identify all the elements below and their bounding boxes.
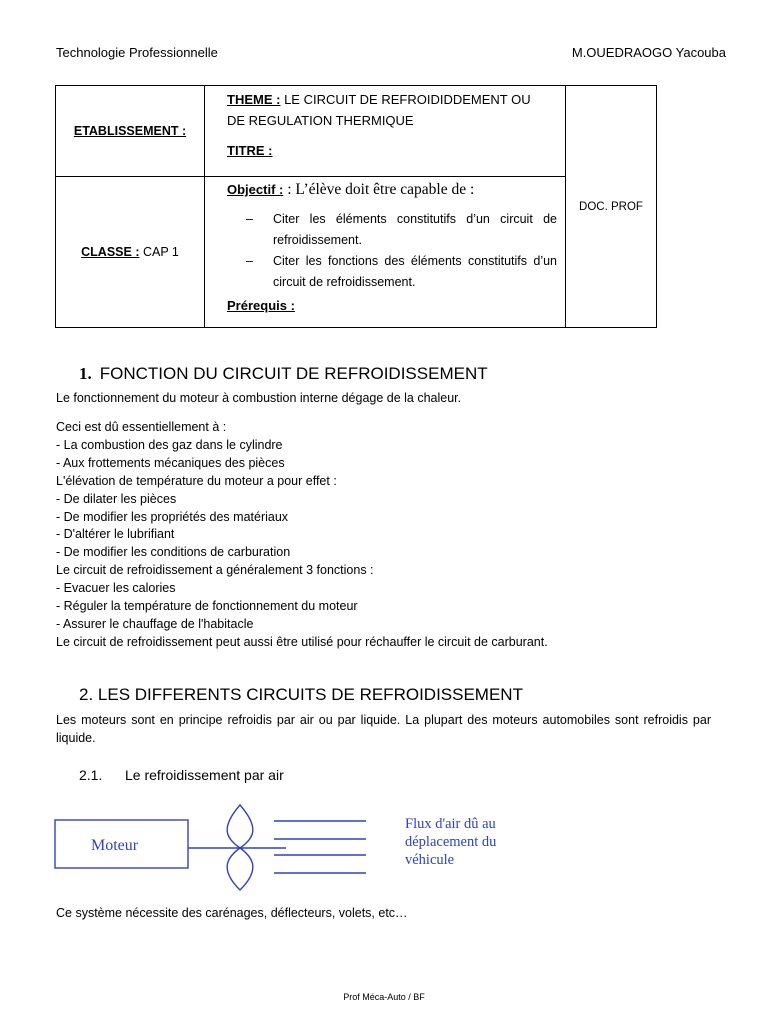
section-1-body [56,419,711,652]
theme-line-1: LE CIRCUIT DE REFROIDIDDEMENT OU [280,92,531,107]
body-line: Le circuit de refroidissement peut aussi être utilisé pour réchauffer le circuit de carburant. [56,634,548,649]
section-2-title: LES DIFFERENTS CIRCUITS DE REFROIDISSEMENT [97,685,523,704]
body-line: - Réguler la température de fonctionnement du moteur [56,599,358,614]
section-1-heading [79,364,488,384]
info-table [55,85,657,328]
body-line: - De modifier les propriétés des matériaux [56,509,289,524]
header-left: Technologie Professionnelle [56,45,218,60]
doc-prof-cell [566,86,657,328]
header-right: M.OUEDRAOGO Yacouba [571,45,726,60]
titre-label: TITRE : [227,143,273,158]
subsection-2-1-number: 2.1. [79,767,103,783]
classe-label: CLASSE : [81,245,140,259]
fan-blade-upper [227,805,253,848]
subsection-2-1-title: Le refroidissement par air [125,767,284,783]
objectif-label: Objectif : [227,182,284,197]
body-line: Le circuit de refroidissement a généralement 3 fonctions : [56,563,374,578]
doc-prof-label: DOC. PROF [579,200,643,213]
section-2-number: 2. [79,685,94,704]
body-line: - De dilater les pièces [56,491,177,506]
objectives-list [227,209,557,293]
body-line: - D'altérer le lubrifiant [56,527,175,542]
fan-blade-lower [227,848,253,890]
body-line: L'élévation de température du moteur a pour effet : [56,473,337,488]
objective-item: – Citer les fonctions des éléments constitutifs d’un circuit de refroidissement. [227,251,557,293]
body-line: - La combustion des gaz dans le cylindre [56,437,283,452]
air-cooling-diagram [50,798,380,898]
airflow-label: Flux d'air dû au déplacement du véhicule [405,816,497,868]
theme-cell [205,86,566,177]
body-line: - De modifier les conditions de carburation [56,545,291,560]
etablissement-label: ETABLISSEMENT : [73,124,187,138]
objectif-cell [205,177,566,328]
classe-cell [56,177,205,328]
section-2-closing: Ce système nécessite des carénages, déflecteurs, volets, etc… [56,906,408,920]
section-1-intro: Le fonctionnement du moteur à combustion interne dégage de la chaleur. [56,391,462,405]
section-2-heading [79,685,523,705]
body-line: - Aux frottements mécaniques des pièces [56,455,285,470]
subsection-2-1-heading [79,767,284,783]
engine-label: Moteur [91,837,139,854]
section-1-title: FONCTION DU CIRCUIT DE REFROIDISSEMENT [99,364,488,383]
page-footer: Prof Méca-Auto / BF [343,992,425,1002]
body-line: - Assurer le chauffage de l'habitacle [56,616,254,631]
section-1-number: 1. [79,364,92,383]
etablissement-cell [56,86,205,177]
body-line: Ceci est dû essentiellement à : [56,420,227,434]
theme-label: THEME : [227,92,281,107]
classe-value: CAP 1 [139,245,179,259]
objective-item: – Citer les éléments constitutifs d’un circuit de refroidissement. [227,209,557,251]
prerequis-label: Prérequis : [227,298,295,313]
section-2-text: Les moteurs sont en principe refroidis par air ou par liquide. La plupart des moteurs automobiles sont refroidis par liquide. [56,713,711,745]
body-line: - Evacuer les calories [56,581,176,596]
objectif-text: : L’élève doit être capable de : [283,181,475,198]
theme-line-2: DE REGULATION THERMIQUE [227,113,414,128]
